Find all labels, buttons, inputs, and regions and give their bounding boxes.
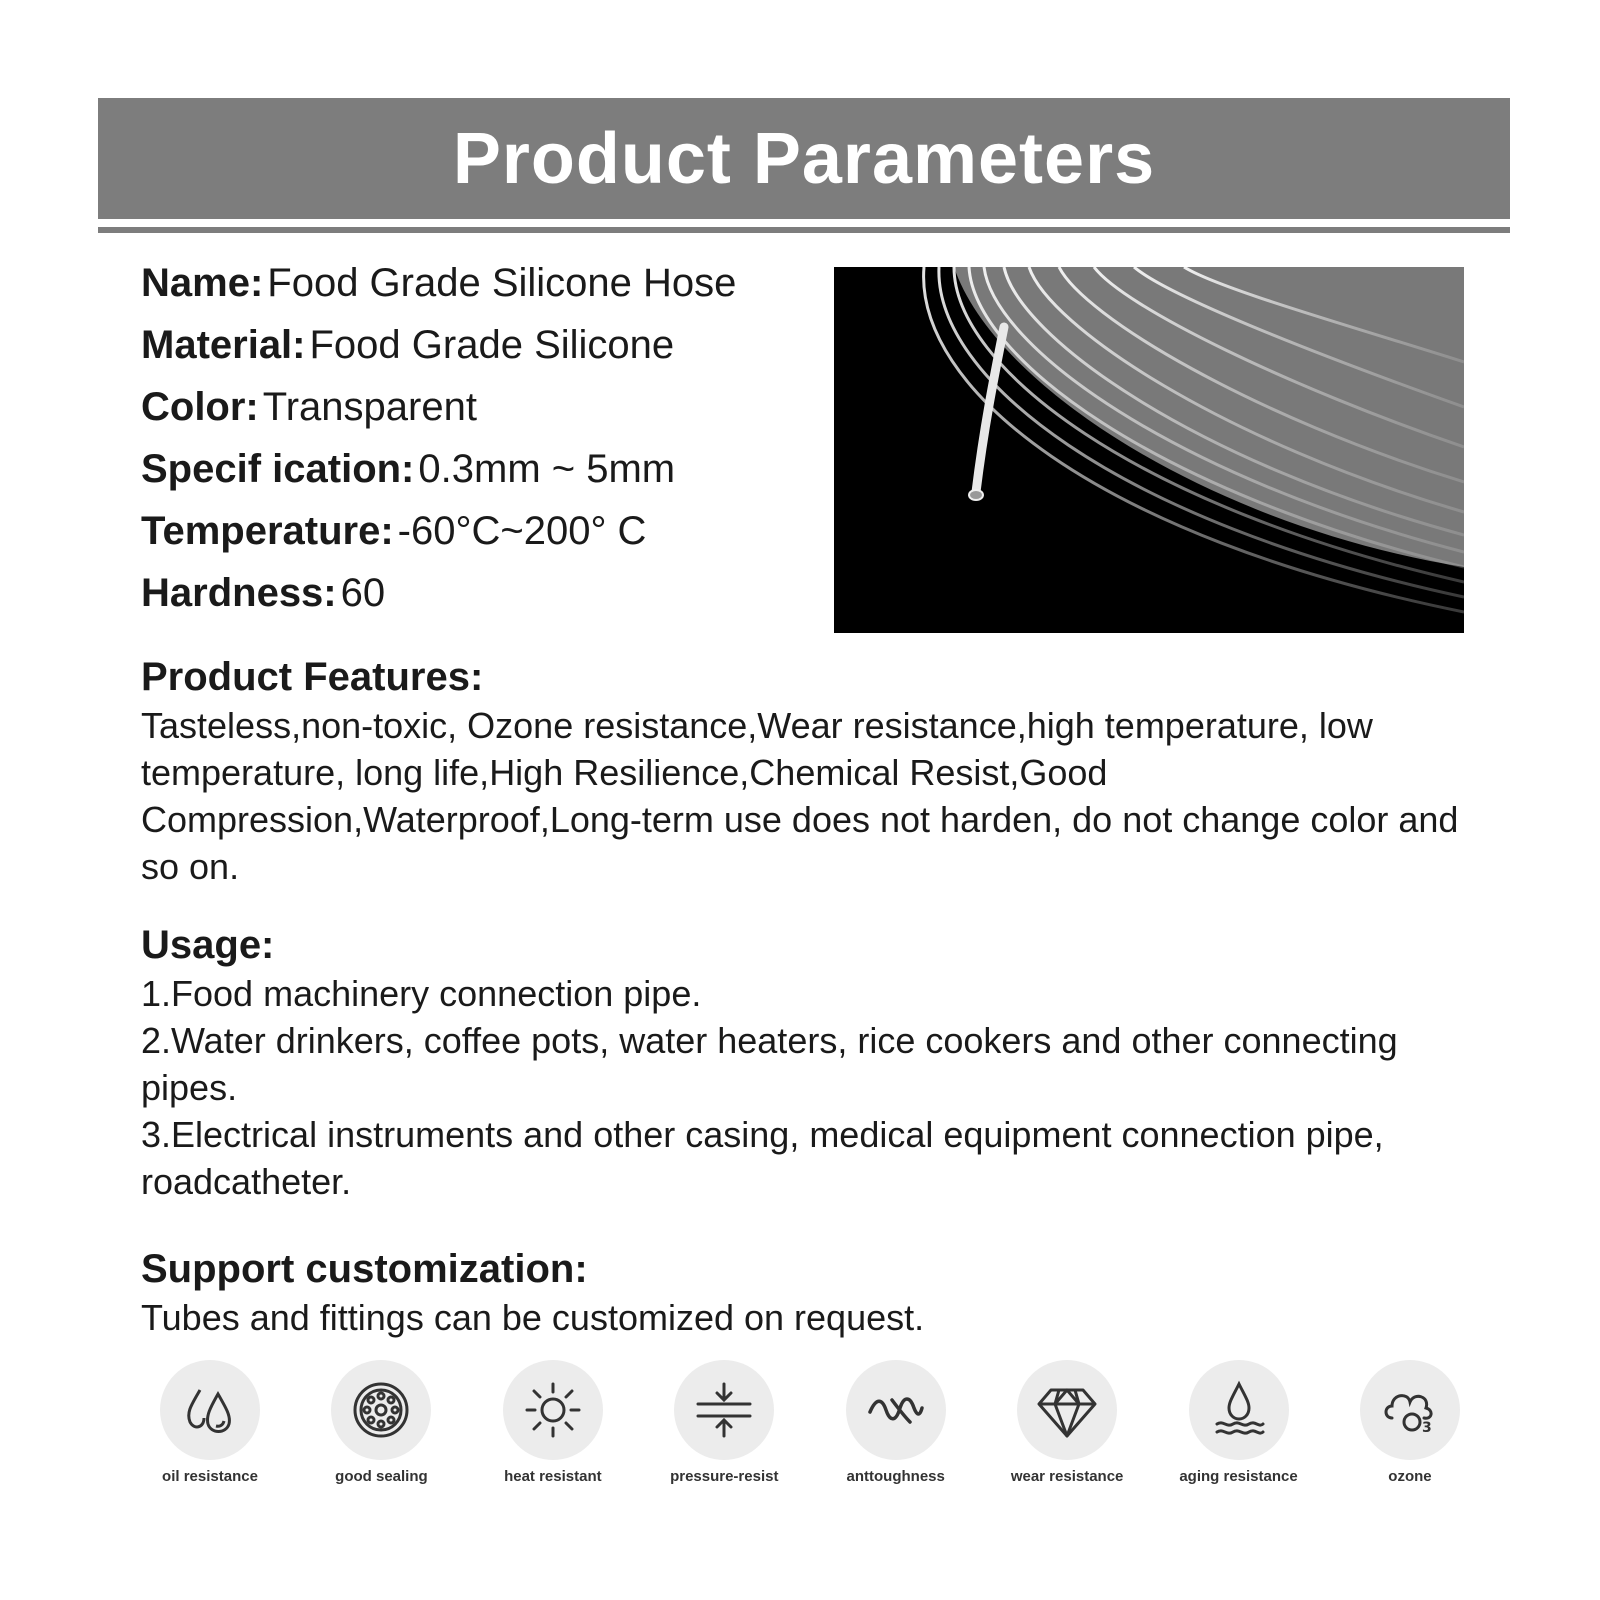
icon-label: anttoughness: [846, 1468, 945, 1485]
param-value: -60°C~200° C: [397, 509, 647, 553]
water-drop-waves-icon: [1189, 1360, 1289, 1460]
product-photo: [834, 267, 1464, 633]
usage-item: 3.Electrical instruments and other casing, medical equipment connection pipe, roadcatheter.: [141, 1114, 1384, 1202]
feature-good-sealing: [301, 1360, 461, 1510]
svg-text:3: 3: [1421, 1420, 1432, 1436]
ozone-cloud-icon: [1360, 1360, 1460, 1460]
param-temperature: [141, 500, 821, 562]
param-value: 60: [340, 571, 386, 615]
icon-label: pressure-resist: [670, 1468, 779, 1485]
feature-icons-row: [130, 1360, 1490, 1510]
feature-heat-resistant: [473, 1360, 633, 1510]
param-name: [141, 252, 821, 314]
seal-ring-icon: [331, 1360, 431, 1460]
icon-label: good sealing: [335, 1468, 428, 1485]
param-value: Transparent: [262, 385, 477, 429]
feature-pressure-resist: [644, 1360, 804, 1510]
diamond-icon: [1017, 1360, 1117, 1460]
param-value: Food Grade Silicone: [309, 323, 675, 367]
sun-icon: [503, 1360, 603, 1460]
icon-label: aging resistance: [1179, 1468, 1298, 1485]
param-label: Hardness:: [141, 571, 337, 615]
usage-heading: Usage:: [141, 923, 275, 967]
silicone-hose-image: [834, 267, 1464, 633]
icon-label: ozone: [1388, 1468, 1432, 1485]
banner-divider: [98, 227, 1510, 233]
features-text: Tasteless,non-toxic, Ozone resistance,Wear resistance,high temperature, low temperature, long life,High Resilience,Chemical Resist,Good Compression,Waterproof,Long-term use does not harden, do not change color and so on.: [141, 705, 1459, 887]
param-label: Name:: [141, 261, 264, 305]
param-material: [141, 314, 821, 376]
wave-knot-icon: [846, 1360, 946, 1460]
icon-label: wear resistance: [1010, 1468, 1124, 1485]
compress-arrows-icon: [674, 1360, 774, 1460]
customization-section: [141, 1244, 1471, 1341]
feature-toughness: [816, 1360, 976, 1510]
param-specification: [141, 438, 821, 500]
param-label: Specif ication:: [141, 447, 415, 491]
features-heading: Product Features:: [141, 655, 484, 699]
customization-text: Tubes and fittings can be customized on request.: [141, 1297, 925, 1338]
feature-aging-resistance: [1159, 1360, 1319, 1510]
parameter-list: [141, 252, 821, 624]
feature-ozone: [1330, 1360, 1490, 1510]
oil-drops-icon: [160, 1360, 260, 1460]
page-title: Product Parameters: [452, 118, 1156, 199]
param-label: Temperature:: [141, 509, 394, 553]
feature-oil-resistance: [130, 1360, 290, 1510]
usage-section: [141, 920, 1471, 1205]
param-hardness: [141, 562, 821, 624]
param-label: Color:: [141, 385, 259, 429]
icon-label: oil resistance: [162, 1468, 258, 1485]
param-value: Food Grade Silicone Hose: [267, 261, 737, 305]
param-value: 0.3mm ~ 5mm: [418, 447, 676, 491]
param-label: Material:: [141, 323, 306, 367]
param-color: [141, 376, 821, 438]
customization-heading: Support customization:: [141, 1247, 588, 1291]
usage-item: 1.Food machinery connection pipe.: [141, 973, 702, 1014]
usage-item: 2.Water drinkers, coffee pots, water heaters, rice cookers and other connecting pipes.: [141, 1020, 1398, 1108]
features-section: [141, 652, 1471, 890]
icon-label: heat resistant: [504, 1468, 602, 1485]
title-banner: [98, 98, 1510, 219]
feature-wear-resistance: [987, 1360, 1147, 1510]
